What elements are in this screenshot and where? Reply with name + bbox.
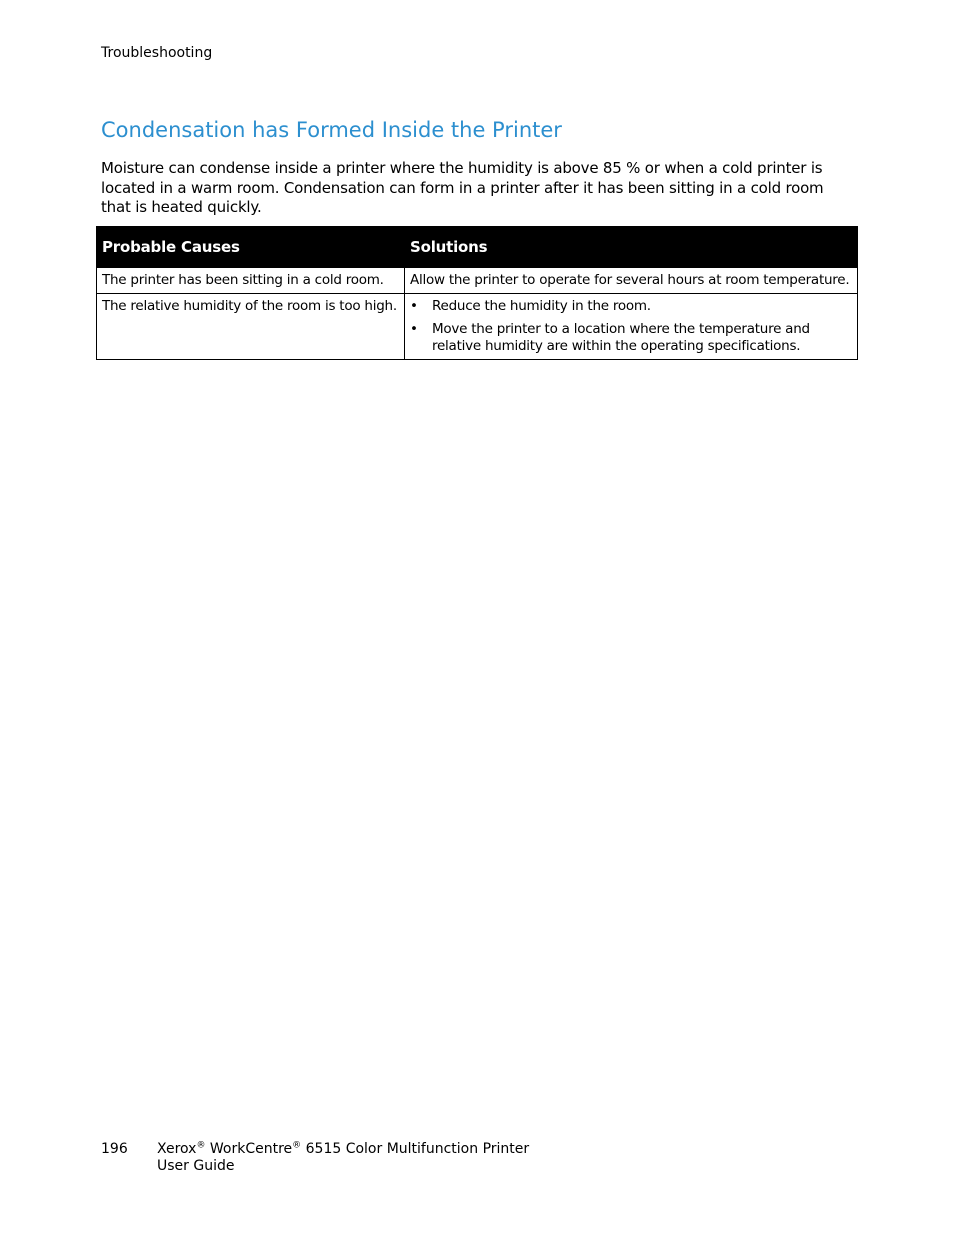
section-title: Condensation has Formed Inside the Printer	[101, 118, 562, 142]
list-item	[410, 321, 852, 355]
bullet-icon: •	[410, 321, 418, 337]
doc-title: User Guide	[157, 1158, 235, 1174]
header-solutions: Solutions	[405, 227, 858, 268]
solution-cell: Allow the printer to operate for several hours at room temperature.	[405, 268, 858, 294]
footer-product	[157, 1141, 529, 1175]
table-row	[97, 268, 858, 294]
table-row	[97, 294, 858, 360]
list-item	[410, 298, 852, 315]
solution-cell	[405, 294, 858, 360]
header-probable-causes: Probable Causes	[97, 227, 405, 268]
running-header: Troubleshooting	[101, 45, 213, 61]
solution-list	[410, 298, 852, 355]
list-item-text: Reduce the humidity in the room.	[432, 298, 651, 314]
table-header-row	[97, 227, 858, 268]
page-number: 196	[101, 1141, 128, 1157]
cause-cell: The relative humidity of the room is too high.	[97, 294, 405, 360]
list-item-text: Move the printer to a location where the temperature and relative humidity are within the operating specifications.	[432, 321, 810, 354]
product-name: Xerox® WorkCentre® 6515 Color Multifunction Printer	[157, 1140, 530, 1157]
intro-paragraph: Moisture can condense inside a printer where the humidity is above 85 % or when a cold printer is located in a warm room. Condensation can form in a printer after it has been sitting in a cold room that is heated quickly.	[101, 159, 824, 216]
cause-cell: The printer has been sitting in a cold room.	[97, 268, 405, 294]
bullet-icon: •	[410, 298, 418, 314]
causes-solutions-table	[96, 226, 858, 360]
